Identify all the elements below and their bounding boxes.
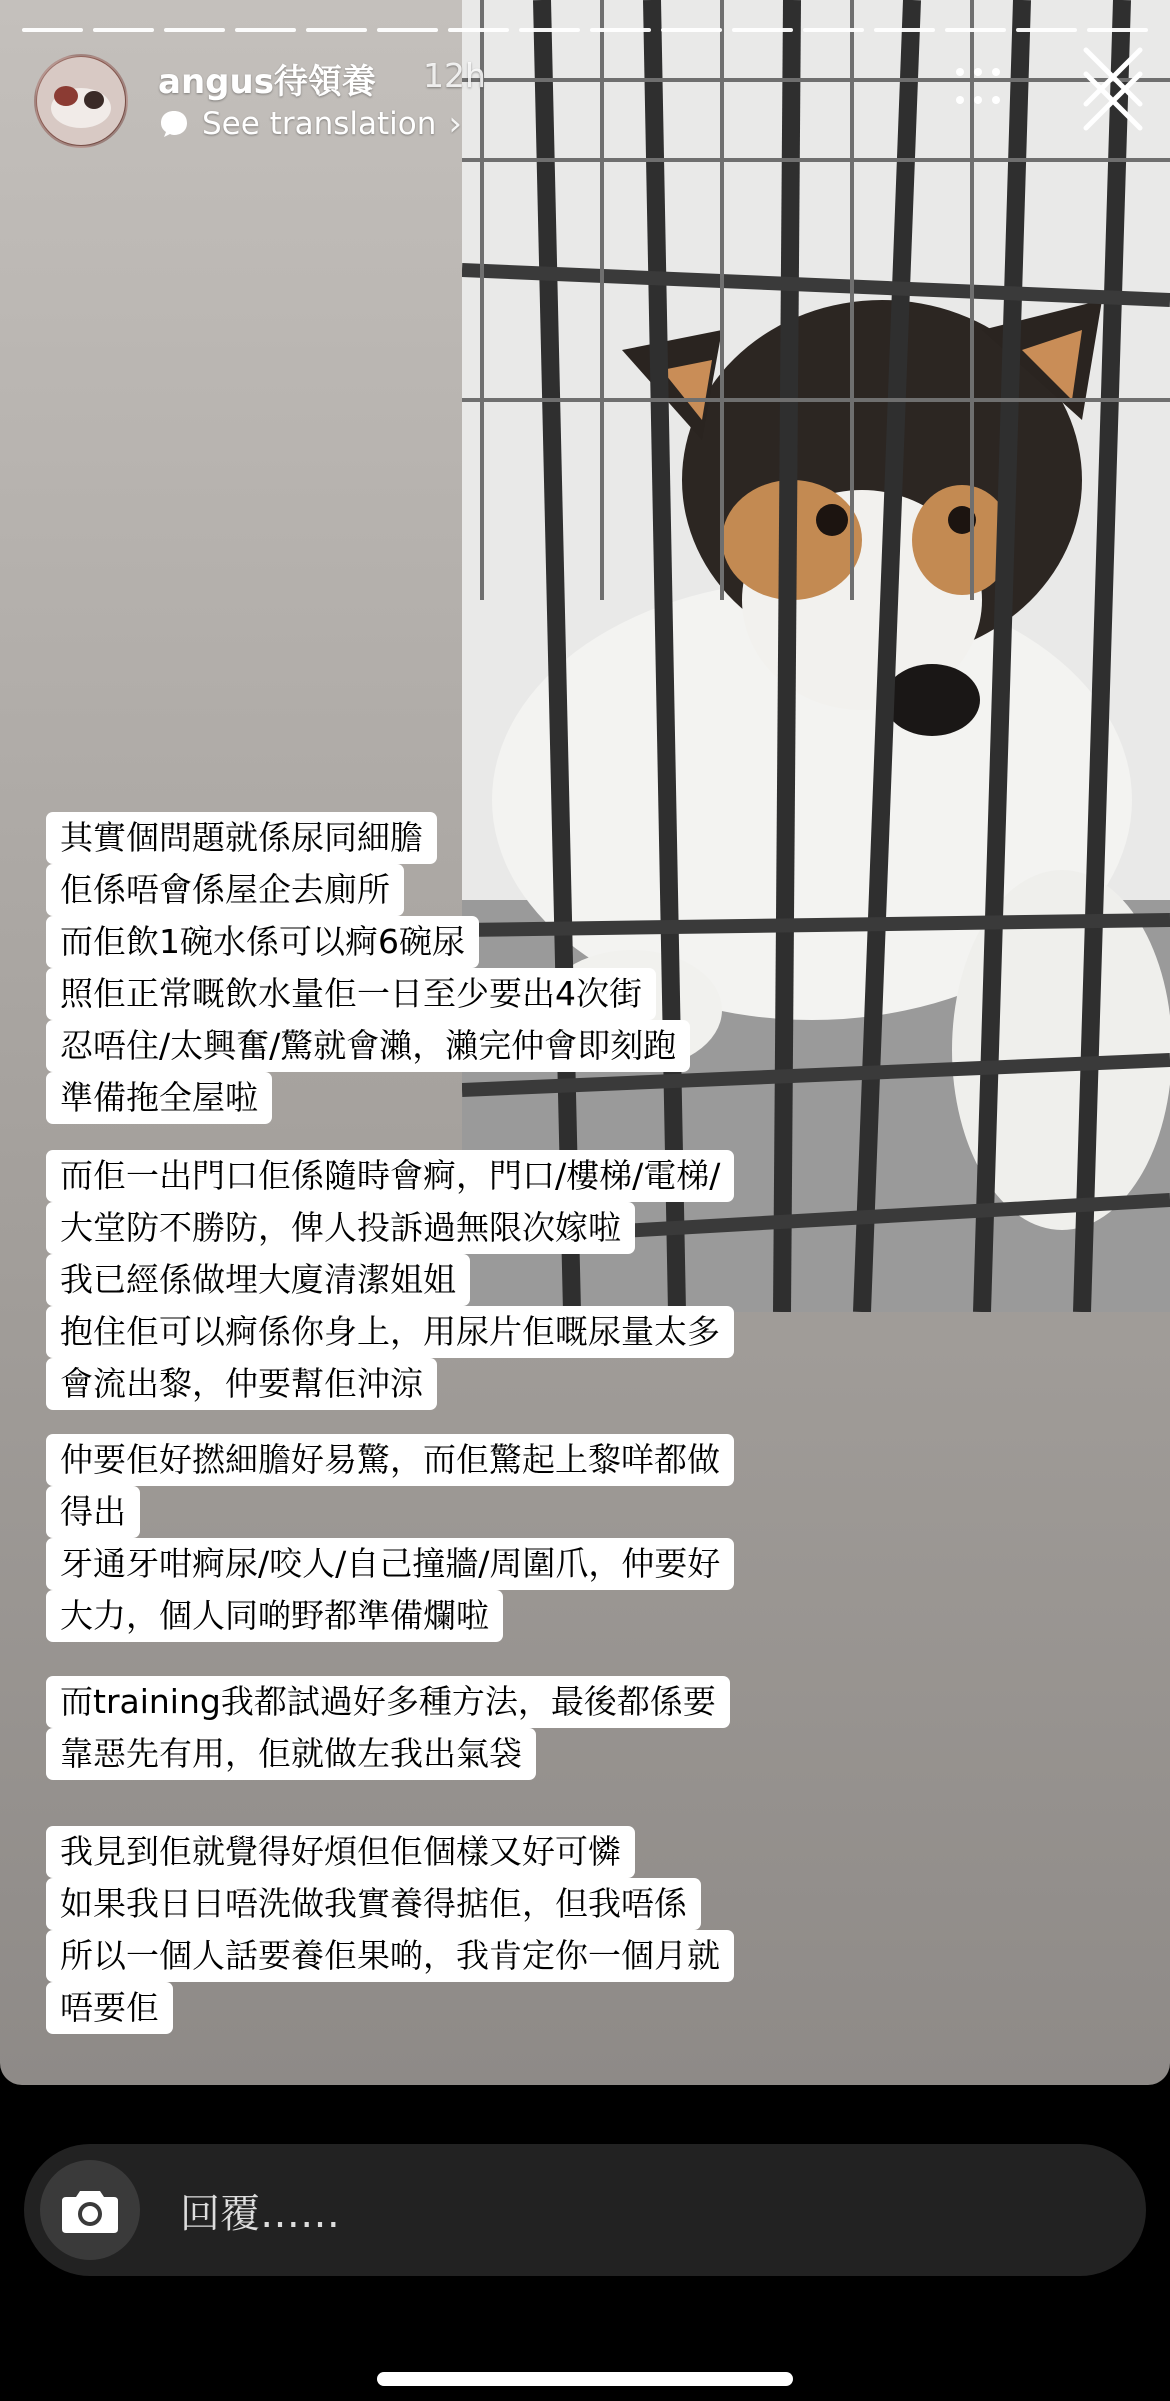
story-text-line: 會流出黎，仲要幫佢沖涼 bbox=[46, 1358, 437, 1410]
story-progress-segment bbox=[590, 28, 651, 32]
story-text-line: 而佢飲1碗水係可以痾6碗尿 bbox=[46, 916, 479, 968]
story-text-paragraph-1 bbox=[46, 812, 690, 1124]
story-progress-segment bbox=[235, 28, 296, 32]
story-text-line: 大堂防不勝防，俾人投訴過無限次嫁啦 bbox=[46, 1202, 635, 1254]
story-text-paragraph-4 bbox=[46, 1676, 730, 1780]
story-text-line: 我已經係做埋大廈清潔姐姐 bbox=[46, 1254, 470, 1306]
avatar[interactable] bbox=[34, 54, 128, 148]
story-text-line: 靠惡先有用，佢就做左我出氣袋 bbox=[46, 1728, 536, 1780]
story-progress-segment bbox=[519, 28, 580, 32]
close-icon bbox=[1080, 44, 1146, 134]
reply-bar bbox=[24, 2144, 1146, 2276]
home-indicator bbox=[377, 2372, 793, 2386]
story-text-line: 忍唔住/太興奮/驚就會瀨，瀨完仲會即刻跑 bbox=[46, 1020, 690, 1072]
story-text-line: 照佢正常嘅飲水量佢一日至少要出4次街 bbox=[46, 968, 656, 1020]
camera-icon bbox=[60, 2185, 120, 2235]
story-text-line: 其實個問題就係尿同細膽 bbox=[46, 812, 437, 864]
story-text-paragraph-5 bbox=[46, 1826, 734, 2034]
story-progress-segment bbox=[1087, 28, 1148, 32]
story-username[interactable]: angus待領養 bbox=[158, 62, 376, 102]
story-progress-segment bbox=[661, 28, 722, 32]
story-progress-segment bbox=[164, 28, 225, 32]
story-text-line: 抱住佢可以痾係你身上，用尿片佢嘅尿量太多 bbox=[46, 1306, 734, 1358]
story-text-paragraph-3 bbox=[46, 1434, 734, 1642]
story-progress-segment bbox=[306, 28, 367, 32]
story-text-line: 佢係唔會係屋企去廁所 bbox=[46, 864, 404, 916]
story-text-paragraph-2 bbox=[46, 1150, 734, 1410]
story-progress-segment bbox=[945, 28, 1006, 32]
story-text-line: 所以一個人話要養佢果啲，我肯定你一個月就 bbox=[46, 1930, 734, 1982]
story-text-line: 仲要佢好撚細膽好易驚，而佢驚起上黎咩都做 bbox=[46, 1434, 734, 1486]
story-progress-segment bbox=[1016, 28, 1077, 32]
story-text-line: 準備拖全屋啦 bbox=[46, 1072, 272, 1124]
story-progress-segment bbox=[448, 28, 509, 32]
story-progress-segment bbox=[803, 28, 864, 32]
camera-button[interactable] bbox=[40, 2160, 140, 2260]
story-progress-segment bbox=[93, 28, 154, 32]
story-text-line: 如果我日日唔洗做我實養得掂佢，但我唔係 bbox=[46, 1878, 701, 1930]
story-timestamp: 12h bbox=[423, 56, 486, 95]
story-text-line: 而training我都試過好多種方法，最後都係要 bbox=[46, 1676, 730, 1728]
story-progress-segment bbox=[22, 28, 83, 32]
story-progress-segment bbox=[377, 28, 438, 32]
story-progress-segment bbox=[732, 28, 793, 32]
story-text-line: 我見到佢就覺得好煩但佢個樣又好可憐 bbox=[46, 1826, 635, 1878]
story-text-line: 而佢一出門口佢係隨時會痾，門口/樓梯/電梯/ bbox=[46, 1150, 734, 1202]
story-text-line: 大力，個人同啲野都準備爛啦 bbox=[46, 1590, 503, 1642]
story-text-line: 唔要佢 bbox=[46, 1982, 173, 2034]
more-icon bbox=[948, 62, 1008, 112]
story-progress-bar bbox=[22, 28, 1148, 32]
story-text-line: 得出 bbox=[46, 1486, 140, 1538]
speech-bubble-icon bbox=[158, 108, 190, 140]
reply-input[interactable]: 回覆…… bbox=[180, 2191, 340, 2237]
story-progress-segment bbox=[874, 28, 935, 32]
see-translation-label: See translation bbox=[202, 106, 437, 142]
more-button[interactable] bbox=[948, 62, 1008, 112]
chevron-right-icon: › bbox=[448, 104, 462, 144]
see-translation-button[interactable] bbox=[158, 104, 462, 144]
story-text-line: 牙通牙咁痾尿/咬人/自己撞牆/周圍爪，仲要好 bbox=[46, 1538, 734, 1590]
close-button[interactable] bbox=[1080, 44, 1146, 134]
